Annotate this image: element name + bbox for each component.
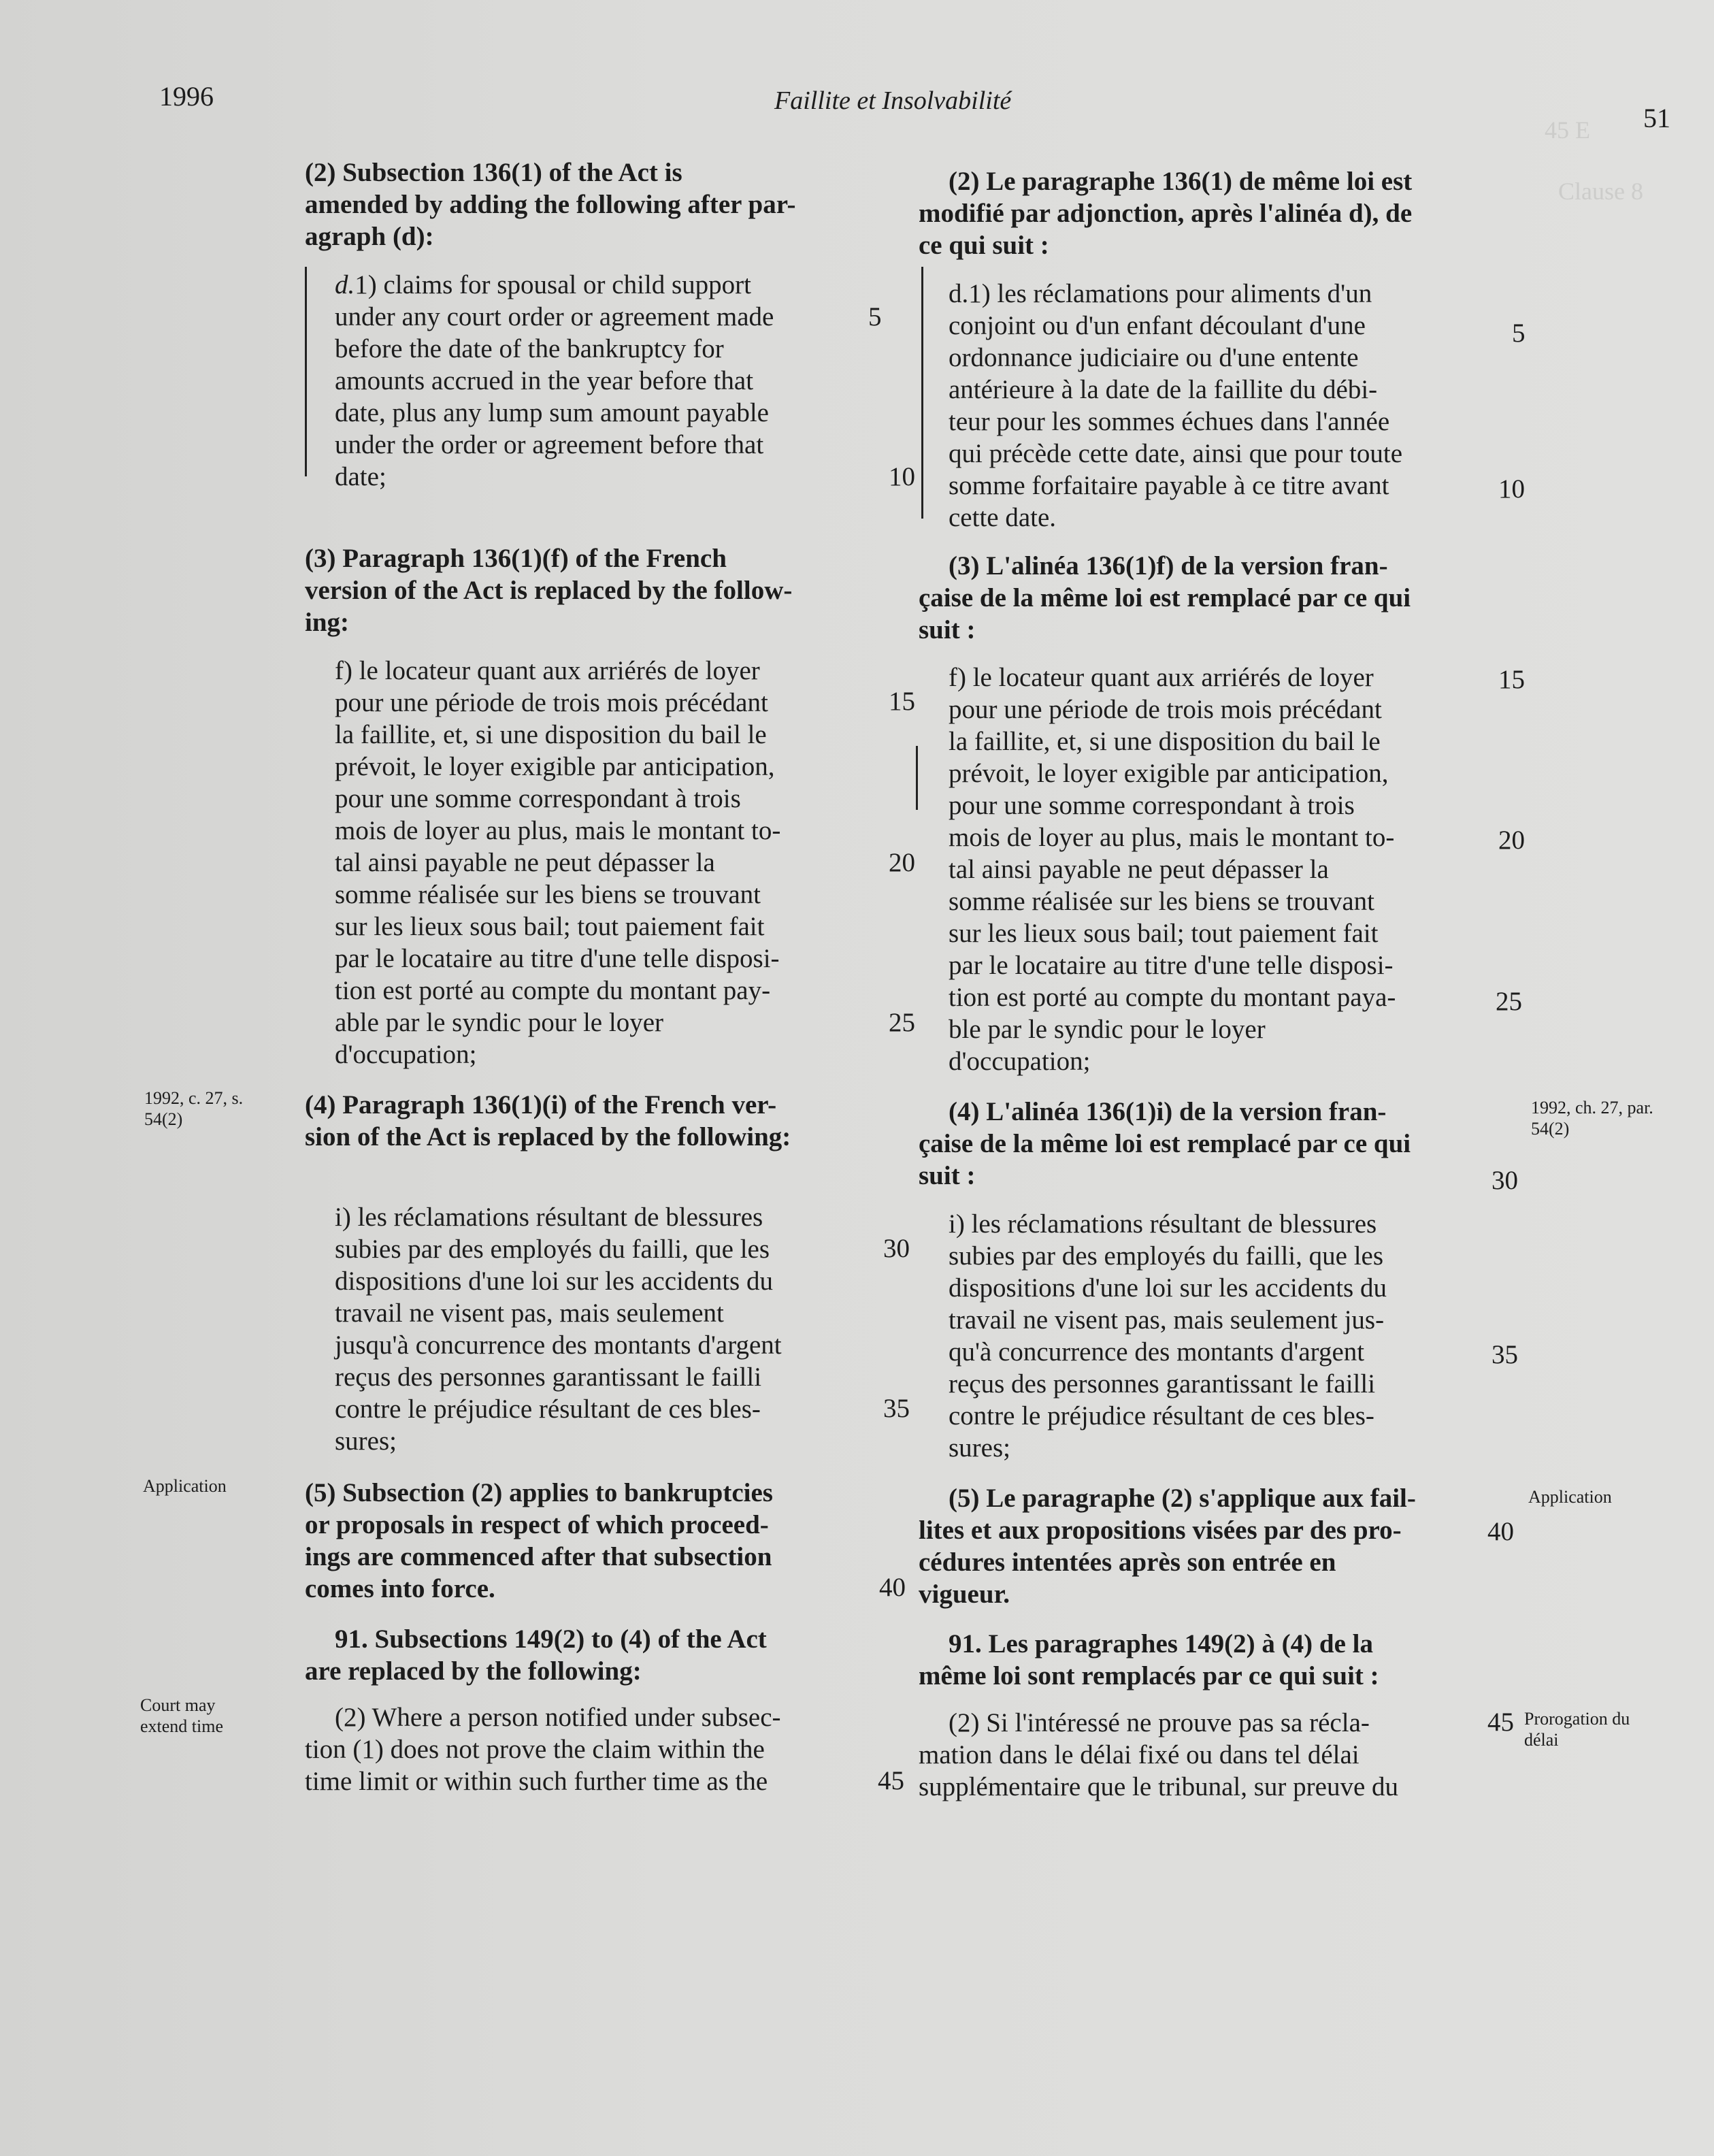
fr-paragraph-d1: d.1) les réclamations pour aliments d'un conjoint ou d'un enfant découlant d'une ordonnance judiciaire ou d'une entente antérieure à la date de la faillite du débi- teur pour les sommes échues dans l'année qui précède cette date, ainsi que pour toute somme forfaitaire payable à ce titre avant cette date. (949, 279, 1403, 532)
line-number-40: 40 (879, 1573, 906, 1602)
page-number: 51 (1643, 103, 1670, 133)
en-subsection-2-heading: (2) Subsection 136(1) of the Act is amended by adding the following after par- agraph (d): (305, 158, 796, 251)
fr-line-number-30: 30 (1491, 1166, 1518, 1195)
en-paragraph-i: i) les réclamations résultant de blessures subies par des employés du failli, que les dispositions d'une loi sur les accidents du travail ne visent pas, mais seulement jusqu'à concurrence des montants d'argent reçus des personnes garantissant le failli contre le préjudice résultant de ces bles- sures; (335, 1203, 782, 1456)
en-section-91-text: (2) Where a person notified under subsec- tion (1) does not prove the claim within the time limit or within such further time as the (305, 1703, 781, 1796)
fr-subsection-3-heading: (3) L'alinéa 136(1)f) de la version fran- çaise de la même loi est remplacé par ce qui suit : (919, 551, 1411, 644)
line-number-15: 15 (889, 687, 915, 716)
en-section-91-heading: 91. Subsections 149(2) to (4) of the Act are replaced by the following: (305, 1624, 767, 1686)
fr-line-number-40: 40 (1487, 1517, 1514, 1546)
en-subsection-4-heading: (4) Paragraph 136(1)(i) of the French ver- sion of the Act is replaced by the following: (305, 1090, 791, 1152)
show-through-text: Clause 8 (1558, 178, 1643, 205)
en-subsection-5-heading: (5) Subsection (2) applies to bankruptcies or proposals in respect of which proceed- ings are commenced after that subsection comes into force. (305, 1478, 773, 1603)
show-through-text: 45 E (1545, 116, 1590, 144)
fr-paragraph-f: f) le locateur quant aux arriérés de loyer pour une période de trois mois précédant la faillite, et, si une disposition du bail le prévoit, le loyer exigible par anticipation, pour une somme correspondant à trois mois de loyer au plus, mais le montant to- tal ainsi payable ne peut dépasser la somme réalisée sur les biens se trouvant sur les lieux sous bail; tout paiement fait par le locataire au titre d'une telle disposi- tion est porté au compte du montant paya- ble par le syndic pour le loyer d'occupation; (949, 663, 1396, 1076)
fr-subsection-5-heading: (5) Le paragraphe (2) s'applique aux fail- lites et aux propositions visées par des pro- cédures intentées après son entrée en vigueur. (919, 1484, 1416, 1609)
fr-subsection-2-heading: (2) Le paragraphe 136(1) de même loi est modifié par adjonction, après l'alinéa d), de ce qui suit : (919, 167, 1413, 260)
fr-line-number-45: 45 (1487, 1708, 1514, 1737)
fr-line-number-20: 20 (1498, 826, 1525, 855)
line-number-30: 30 (883, 1234, 910, 1263)
header-year: 1996 (159, 81, 214, 112)
line-number-35: 35 (883, 1394, 910, 1423)
fr-margin-note-application: Application (1528, 1487, 1612, 1507)
fr-section-91-text: (2) Si l'intéressé ne prouve pas sa récla- mation dans le délai fixé ou dans tel délai supplémentaire que le tribunal, sur preuve du (919, 1708, 1399, 1801)
en-margin-note-court-may-extend: Court may extend time (140, 1695, 224, 1736)
en-subsection-3-heading: (3) Paragraph 136(1)(f) of the French version of the Act is replaced by the follow- ing: (305, 544, 793, 637)
line-number-20: 20 (889, 848, 915, 877)
fr-line-number-25: 25 (1496, 987, 1522, 1016)
line-number-45: 45 (878, 1766, 904, 1795)
fr-subsection-4-heading: (4) L'alinéa 136(1)i) de la version fran- çaise de la même loi est remplacé par ce qui suit : (919, 1097, 1411, 1190)
line-number-25: 25 (889, 1008, 915, 1037)
center-change-bar (916, 746, 918, 810)
fr-line-number-5: 5 (1512, 318, 1526, 348)
fr-paragraph-i: i) les réclamations résultant de blessures subies par des employés du failli, que les dispositions d'une loi sur les accidents du travail ne visent pas, mais seulement jus- qu'à concurrence des montants d'argent reçus des personnes garantissant le failli contre le préjudice résultant de ces bles- sures; (949, 1209, 1387, 1463)
fr-margin-note-prorogation: Prorogation du délai (1524, 1709, 1630, 1750)
line-number-10: 10 (889, 462, 915, 491)
fr-line-number-10: 10 (1498, 474, 1525, 504)
line-number-5: 5 (868, 302, 882, 331)
header-title: Faillite et Insolvabilité (774, 86, 1012, 115)
fr-line-number-15: 15 (1498, 665, 1525, 694)
en-paragraph-d1: d.1) claims for spousal or child support under any court order or agreement made before the date of the bankruptcy for amounts accrued in the year before that date, plus any lump sum amount payable under the order or agreement before that date; (335, 270, 774, 491)
en-paragraph-f: f) le locateur quant aux arriérés de loyer pour une période de trois mois précédant la faillite, et, si une disposition du bail le prévoit, le loyer exigible par anticipation, pour une somme correspondant à trois mois de loyer au plus, mais le montant to- tal ainsi payable ne peut dépasser la somme réalisée sur les biens se trouvant sur les lieux sous bail; tout paiement fait par le locataire au titre d'une telle disposi- tion est porté au compte du montant pay- able par le syndic pour le loyer d'occupation; (335, 656, 781, 1069)
en-margin-note-application: Application (143, 1476, 227, 1496)
en-margin-note-1992: 1992, c. 27, s. 54(2) (144, 1088, 244, 1129)
fr-margin-note-1992: 1992, ch. 27, par. 54(2) (1531, 1098, 1653, 1139)
fr-line-number-35: 35 (1491, 1340, 1518, 1369)
fr-section-91-heading: 91. Les paragraphes 149(2) à (4) de la même loi sont remplacés par ce qui suit : (919, 1629, 1379, 1690)
